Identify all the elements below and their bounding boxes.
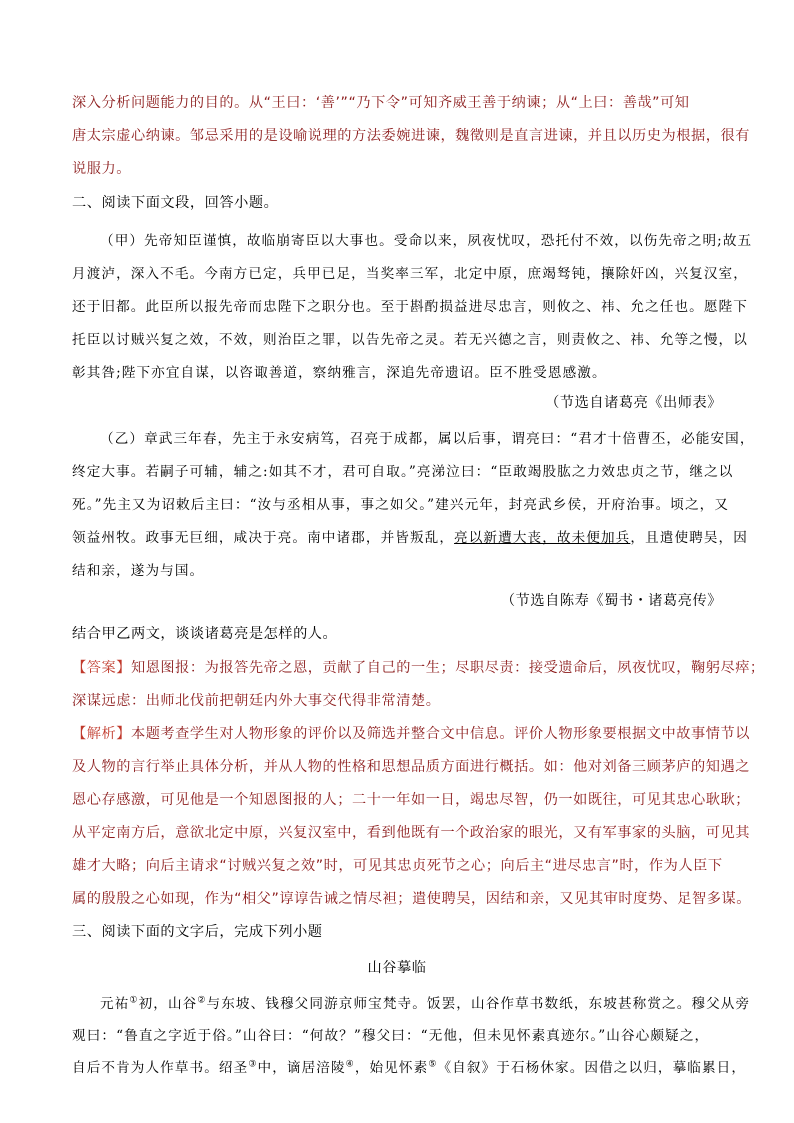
yi-line-5: 结和亲，遂为与国。 [72,563,205,579]
footnote-marker-1: ① [129,995,139,1006]
passage-l3-a: 自后不肯为人作草书。绍圣 [72,1060,249,1076]
passage-l1-c: 与东坡、钱穆父同游京师宝梵寺。饭罢，山谷作草书数纸，东坡甚称赏之。穆父从旁 [206,996,751,1012]
section3-heading: 三、阅读下面的文字后，完成下列小题 [72,924,323,940]
yi-underlined-sentence: 亮以新遭大丧，故未便加兵 [454,530,631,546]
section2-heading: 二、阅读下面文段，回答小题。 [72,195,279,211]
answer-text-1: 知恩图报：为报答先帝之恩，贡献了自己的一生；尽职尽责：接受遗命后，夙夜忧叹，鞠躬尽瘁； [130,660,765,676]
jia-line-1: （甲）先帝知臣谨慎，故临崩寄臣以大事也。受命以来，夙夜忧叹，恐托付不效，以伤先帝之明;故五 [100,233,753,249]
yi-line-1: （乙）章武三年春，先主于永安病笃，召亮于成都，属以后事，谓亮曰：“君才十倍曹丕，必能安国， [100,431,755,447]
footnote-marker-3: ③ [248,1059,258,1070]
analysis-line-4: 从平定南方后，意欲北定中原，兴复汉室中，看到他既有一个政治家的眼光，又有军事家的头脑，可见其 [72,825,750,841]
passage-line-1 [100,992,751,1012]
passage-l1-a: 元祐 [100,996,130,1012]
section3-title: 山谷摹临 [367,960,427,976]
footnote-marker-4: ④ [345,1059,355,1070]
yi-line-4 [72,526,748,546]
passage-l3-d: 《自叙》于石杨休家。因借之以归，摹临累日， [437,1060,747,1076]
intro-line-2: 唐太宗虚心纳谏。邹忌采用的是设喻说理的方法委婉进谏，魏徵则是直言进谏，并且以历史为根据，很有 [72,128,750,144]
passage-l1-b: 初，山谷 [138,996,198,1012]
passage-l3-b: 中，谪居涪陵 [257,1060,346,1076]
footnote-marker-5: ⑤ [428,1059,438,1070]
jia-line-5: 彰其咎;陛下亦宜自谋，以咨诹善道，察纳雅言，深追先帝遗诏。臣不胜受恩感激。 [72,365,607,381]
intro-line-1: 深入分析问题能力的目的。从“王曰：‘善’”“乃下令”可知齐威王善于纳谏；从“上曰：善哉”可知 [72,95,690,111]
passage-line-3 [72,1056,747,1076]
analysis-line-1 [72,723,750,743]
yi-source: （节选自陈寿《蜀书・诸葛亮传》 [500,593,722,609]
analysis-tag: 【解析】 [72,726,131,742]
jia-source: （节选自诸葛亮《出师表》 [545,395,722,411]
analysis-line-2: 及人物的言行举止具体分析，并从人物的性格和思想品质方面进行概括。如：他对刘备三顾茅庐的知遇之 [72,759,750,775]
yi-line-4-start: 领益州牧。政事无巨细，咸决于亮。南中诸郡，并皆叛乱， [72,530,455,546]
yi-line-2: 终定大事。若嗣子可辅，辅之:如其不才，君可自取。”亮涕泣曰：“臣敢竭股肱之力效忠贞之节，继之以 [72,464,734,480]
jia-line-3: 还于旧都。此臣所以报先帝而忠陛下之职分也。至于斟酌损益进尽忠言，则攸之、祎、允之任也。愿陛下 [72,299,748,315]
answer-line-2: 深谋远虑：出师北伐前把朝廷内外大事交代得非常清楚。 [72,693,441,709]
passage-l3-c: ，始见怀素 [354,1060,429,1076]
jia-line-4: 托臣以讨贼兴复之效，不效，则治臣之罪，以告先帝之灵。若无兴德之言，则责攸之、祎、允等之慢，以 [72,332,748,348]
question-text: 结合甲乙两文，谈谈诸葛亮是怎样的人。 [72,626,338,642]
yi-line-3: 死。”先主又为诏敕后主曰：“汝与丞相从事，事之如父。”建兴元年，封亮武乡侯，开府治事。顷之，又 [72,497,730,513]
intro-line-3: 说服力。 [72,161,131,177]
analysis-line-3: 恩心存感激，可见他是一个知恩图报的人；二十一年如一日，竭忠尽智，仍一如既往，可见其忠心耿耿； [72,792,750,808]
analysis-line-5: 雄才大略；向后主请求“讨贼兴复之效”时，可见其忠贞死节之心；向后主“进尽忠言”时，作为人臣下 [72,858,723,874]
passage-line-2: 观曰：“鲁直之字近于俗。”山谷曰：“何故？”穆父曰：“无他，但未见怀素真迹尔。”山谷心颇疑之， [72,1028,710,1044]
jia-line-2: 月渡泸，深入不毛。今南方已定，兵甲已足，当奖率三军，北定中原，庶竭驽钝，攘除奸凶，兴复汉室， [72,266,748,282]
footnote-marker-2: ② [197,995,207,1006]
answer-tag: 【答案】 [72,660,131,676]
answer-line-1 [72,657,765,677]
analysis-line-6: 属的殷殷之心如现，作为“相父”谆谆告诫之情尽袒；遣使聘吴，因结和亲，又见其审时度势、足智多谋。 [72,891,751,907]
analysis-text-1: 本题考查学生对人物形象的评价以及筛选并整合文中信息。评价人物形象要根据文中故事情节以 [130,726,750,742]
yi-line-4-end: ，且遣使聘吴，因 [630,530,748,546]
